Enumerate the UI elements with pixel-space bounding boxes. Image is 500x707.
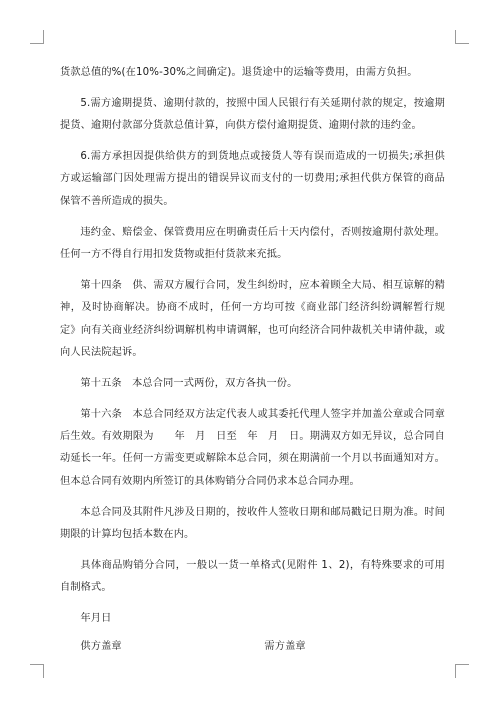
crop-mark-bottom-right: [455, 664, 469, 678]
paragraph-penalty-payment: 违约金、赔偿金、保管费用应在明确责任后十天内偿付，否则按逾期付款处理。任何一方不得自行用扣发货物或拒付货款来充抵。: [60, 226, 445, 261]
paragraph-article-16: 第十六条 本总合同经双方法定代表人或其委托代理人签字并加盖公章或合同章后生效。有效期限为 年 月 日至 年 月 日。期满双方如无异议，总合同自动延长一年。任何一方需变更或解除本总合同，须在期满前一个月以书面通知对方。但本总合同有效期内所签订的具体购销分合同仍求本总合同办理。: [60, 408, 445, 487]
date-line: 年月日: [80, 613, 112, 625]
crop-mark-top-left: [30, 30, 44, 44]
paragraph-refund-cost: 货款总值的%(在10%-30%之间确定)。退货途中的运输等费用，由需方负担。: [60, 67, 418, 78]
paragraph-clause-5: 5.需方逾期提货、逾期付款的，按照中国人民银行有关延期付款的规定，按逾期提货、逾期付款部分货款总值计算，向供方偿付逾期提货、逾期付款的违约金。: [60, 97, 445, 132]
document-body: [60, 62, 445, 659]
paragraph-sub-contract-format: 具体商品购销分合同，一般以一货一单格式(见附件 1、2)，有特殊要求的可用自制格式。: [60, 559, 445, 594]
signature-row: [60, 636, 445, 658]
crop-mark-top-right: [455, 30, 469, 44]
crop-mark-bottom-left: [30, 664, 44, 678]
paragraph-clause-6: 6.需方承担因提供给供方的到货地点或接货人等有误而造成的一切损失;承担供方或运输部门因处理需方提出的错误异议而支付的一切费用;承担代供方保管的商品保管不善所造成的损失。: [60, 151, 445, 207]
supplier-seal-label: 供方盖章: [80, 641, 122, 653]
buyer-seal-label: 需方盖章: [264, 641, 306, 653]
paragraph-article-14: 第十四条 供、需双方履行合同，发生纠纷时，应本着顾全大局、相互谅解的精神，及时协商解决。协商不成时，任何一方均可按《商业部门经济纠纷调解暂行规定》向有关商业经济纠纷调解机构申请调解，也可向经济合同仲裁机关申请仲裁，或向人民法院起诉。: [60, 279, 445, 359]
paragraph-dates: 本总合同及其附件凡涉及日期的，按收件人签收日期和邮局戳记日期为准。时间期限的计算均包括本数在内。: [60, 506, 445, 541]
paragraph-article-15: 第十五条 本总合同一式两份，双方各执一份。: [80, 377, 298, 389]
